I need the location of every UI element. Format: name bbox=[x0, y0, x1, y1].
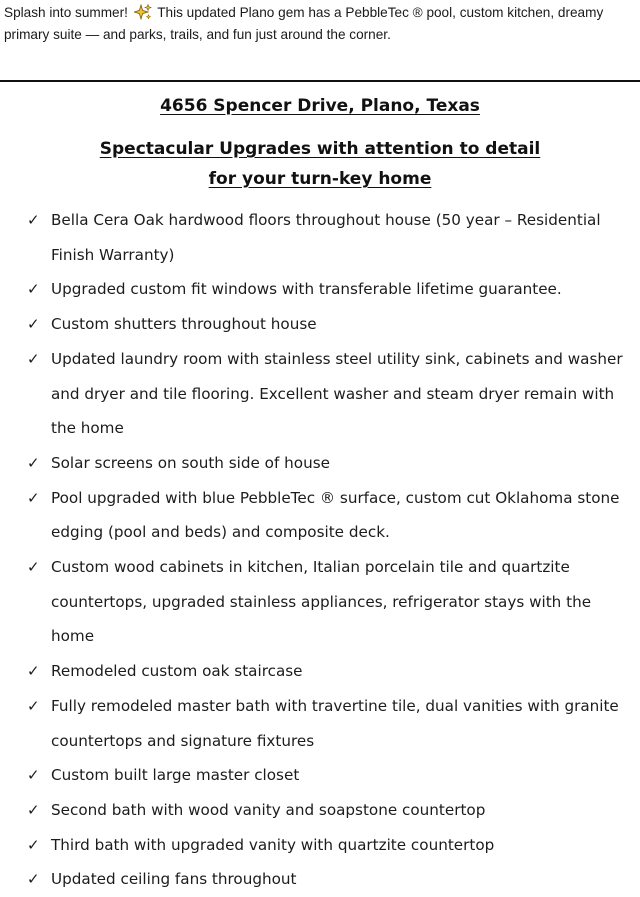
check-icon: ✓ bbox=[27, 870, 40, 889]
check-icon: ✓ bbox=[27, 800, 40, 819]
section-divider bbox=[0, 80, 640, 82]
check-icon: ✓ bbox=[27, 488, 40, 507]
check-icon: ✓ bbox=[27, 280, 40, 299]
upgrades-heading-line2: for your turn-key home bbox=[208, 169, 432, 189]
feature-item bbox=[0, 862, 640, 897]
feature-item bbox=[0, 550, 640, 654]
intro-lead: Splash into summer! bbox=[4, 5, 128, 20]
feature-item bbox=[0, 654, 640, 689]
feature-item bbox=[0, 758, 640, 793]
check-icon: ✓ bbox=[27, 211, 40, 229]
feature-text: Remodeled custom oak staircase bbox=[51, 662, 303, 681]
feature-text: Custom wood cabinets in kitchen, Italian porcelain tile and quartzite countertops, upgraded stainless appliances, refrigerator stays with the home bbox=[51, 558, 592, 646]
check-icon: ✓ bbox=[27, 315, 40, 334]
upgrades-heading-line1: Spectacular Upgrades with attention to detail bbox=[99, 139, 541, 159]
feature-item bbox=[0, 446, 640, 481]
features-list bbox=[0, 203, 640, 897]
check-icon: ✓ bbox=[27, 349, 40, 368]
intro-text bbox=[0, 0, 638, 46]
check-icon: ✓ bbox=[27, 558, 40, 577]
feature-item bbox=[0, 689, 640, 758]
feature-text: Bella Cera Oak hardwood floors throughout house (50 year – Residential Finish Warranty) bbox=[51, 211, 601, 264]
sparkles-icon bbox=[134, 4, 152, 20]
feature-text: Updated ceiling fans throughout bbox=[51, 870, 297, 889]
feature-item bbox=[0, 203, 640, 272]
feature-text: Solar screens on south side of house bbox=[51, 453, 330, 472]
intro-body: This updated Plano gem has a PebbleTec ® pool, custom kitchen, dreamy primary suite — and parks, trails, and fun just around the corner. bbox=[4, 5, 604, 42]
feature-text: Upgraded custom fit windows with transferable lifetime guarantee. bbox=[51, 280, 562, 299]
feature-text: Second bath with wood vanity and soapstone countertop bbox=[51, 800, 486, 819]
feature-text: Updated laundry room with stainless steel utility sink, cabinets and washer and dryer and tile flooring. Excellent washer and steam dryer remain with the home bbox=[51, 349, 623, 438]
feature-text: Custom shutters throughout house bbox=[51, 315, 317, 334]
property-address: 4656 Spencer Drive, Plano, Texas bbox=[160, 96, 480, 116]
check-icon: ✓ bbox=[27, 662, 40, 681]
feature-text: Fully remodeled master bath with travertine tile, dual vanities with granite countertops and signature fixtures bbox=[51, 696, 619, 750]
check-icon: ✓ bbox=[27, 835, 40, 854]
feature-text: Pool upgraded with blue PebbleTec ® surface, custom cut Oklahoma stone edging (pool and beds) and composite deck. bbox=[51, 488, 620, 542]
feature-item bbox=[0, 793, 640, 828]
check-icon: ✓ bbox=[27, 696, 40, 715]
feature-item bbox=[0, 828, 640, 863]
feature-item bbox=[0, 342, 640, 446]
feature-item bbox=[0, 481, 640, 550]
feature-text: Third bath with upgraded vanity with quartzite countertop bbox=[51, 835, 495, 854]
check-icon: ✓ bbox=[27, 766, 40, 785]
feature-item bbox=[0, 307, 640, 342]
check-icon: ✓ bbox=[27, 453, 40, 472]
feature-item bbox=[0, 272, 640, 307]
feature-text: Custom built large master closet bbox=[51, 766, 300, 785]
